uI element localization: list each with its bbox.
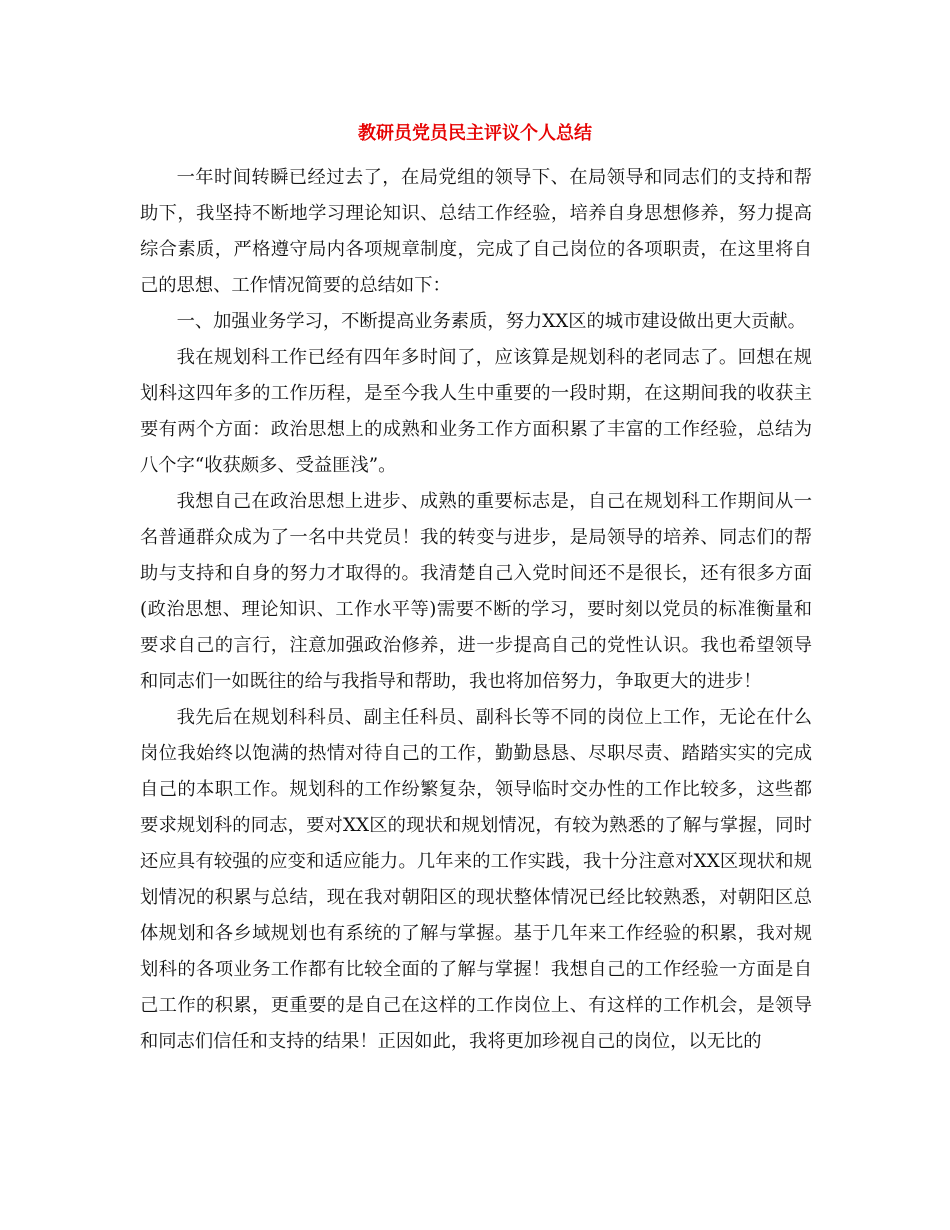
paragraph-job-positions: 我先后在规划科科员、副主任科员、副科长等不同的岗位上工作，无论在什么岗位我始终以饱满的热情对待自己的工作，勤勤恳恳、尽职尽责、踏踏实实的完成自己的本职工作。规划科的工作纷繁复杂，领导临时交办性的工作比较多，这些都要求规划科的同志，要对XX区的现状和规划情况，有较为熟悉的了解与掌握，同时还应具有较强的应变和适应能力。几年来的工作实践，我十分注意对XX区现状和规划情况的积累与总结，现在我对朝阳区的现状整体情况已经比较熟悉，对朝阳区总体规划和各乡域规划也有系统的了解与掌握。基于几年来工作经验的积累，我对规划科的各项业务工作都有比较全面的了解与掌握！我想自己的工作经验一方面是自己工作的积累，更重要的是自己在这样的工作岗位上、有这样的工作机会，是领导和同志们信任和支持的结果！正因如此，我将更加珍视自己的岗位，以无比的 [140, 707, 812, 1052]
paragraph-political-progress: 我想自己在政治思想上进步、成熟的重要标志是，自己在规划科工作期间从一名普通群众成为了一名中共党员！我的转变与进步，是局领导的培养、同志们的帮助与支持和自身的努力才取得的。我清楚自己入党时间还不是很长，还有很多方面(政治思想、理论知识、工作水平等)需要不断的学习，要时刻以党员的标准衡量和要求自己的言行，注意加强政治修养，进一步提高自己的党性认识。我也希望领导和同志们一如既往的给与我指导和帮助，我也将加倍努力，争取更大的进步！ [140, 491, 812, 692]
document-title: 教研员党员民主评议个人总结 [358, 123, 592, 144]
paragraph-section-heading-1: 一、加强业务学习，不断提高业务素质，努力XX区的城市建设做出更大贡献。 [176, 311, 806, 332]
paragraph-intro: 一年时间转瞬已经过去了，在局党组的领导下、在局领导和同志们的支持和帮助下，我坚持不断地学习理论知识、总结工作经验，培养自身思想修养，努力提高综合素质，严格遵守局内各项规章制度，完成了自己岗位的各项职责，在这里将自己的思想、工作情况简要的总结如下： [140, 167, 812, 296]
paragraph-planning-work: 我在规划科工作已经有四年多时间了，应该算是规划科的老同志了。回想在规划科这四年多的工作历程，是至今我人生中重要的一段时期，在这期间我的收获主要有两个方面：政治思想上的成熟和业务工作方面积累了丰富的工作经验，总结为八个字“收获颇多、受益匪浅”。 [140, 347, 812, 476]
document-body [140, 160, 812, 1060]
